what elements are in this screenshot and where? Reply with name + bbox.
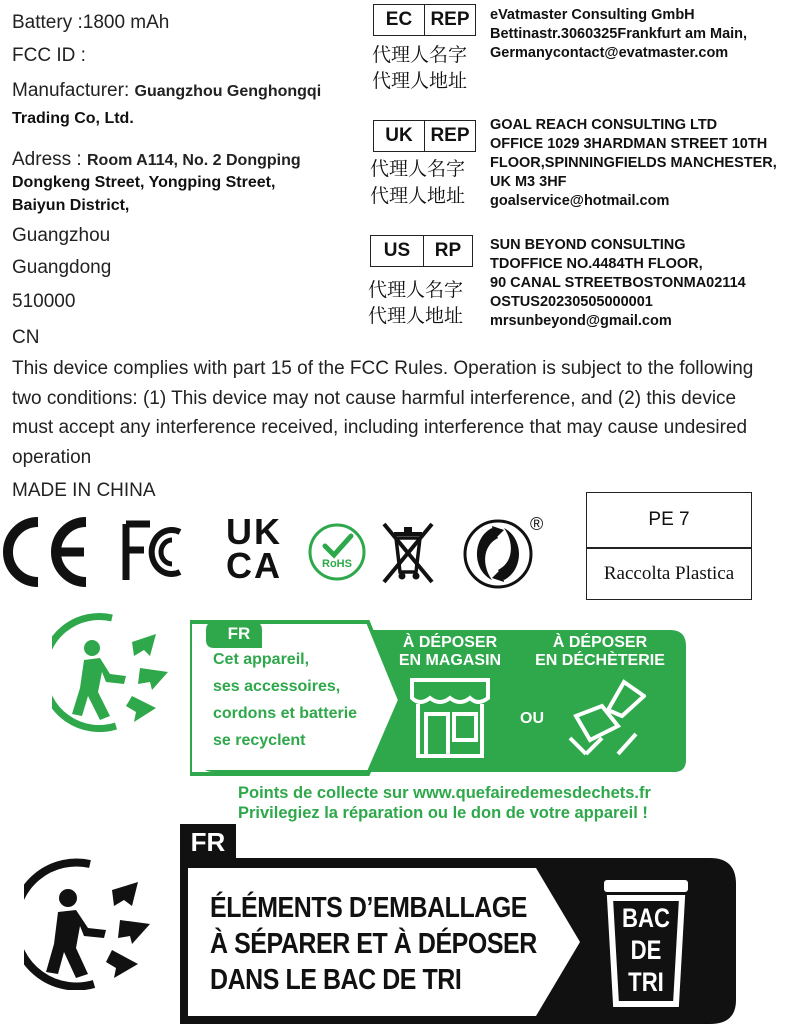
us-rep-badge xyxy=(370,235,473,267)
green-line-4: se recyclent xyxy=(213,732,306,749)
rohs-icon xyxy=(307,522,367,582)
ec-rep-line: Germanycontact@evatmaster.com xyxy=(490,45,729,61)
ukca-mark-icon xyxy=(226,511,290,586)
us-rep-line: 90 CANAL STREETBOSTONMA02114 xyxy=(490,275,746,291)
manufacturer-name-2: Trading Co, Ltd. xyxy=(12,110,134,127)
agent-address-label: 代理人地址 xyxy=(370,185,466,207)
green-footer-1: Points de collecte sur www.quefairedemesdechets.fr xyxy=(238,784,651,802)
us-rep-line: OSTUS20230505000001 xyxy=(490,294,653,310)
us-rep-line: TDOFFICE NO.4484TH FLOOR, xyxy=(490,256,703,272)
ce-mark-icon xyxy=(0,516,95,588)
uk-rep-line: GOAL REACH CONSULTING LTD xyxy=(490,117,718,133)
crossed-bin-icon xyxy=(380,520,436,586)
store-title-2: EN MAGASIN xyxy=(398,652,502,669)
address-2: Dongkeng Street, Yongping Street, xyxy=(12,174,276,191)
triman-black-icon xyxy=(24,858,164,990)
uk-rep-line: FLOOR,SPINNINGFIELDS MANCHESTER, xyxy=(490,155,777,171)
agent-name-label: 代理人名字 xyxy=(372,44,468,66)
agent-name-label: 代理人名字 xyxy=(370,158,466,180)
pack-line-3: DANS LE BAC DE TRI xyxy=(210,964,462,996)
agent-address-label: 代理人地址 xyxy=(372,70,468,92)
address-label: Adress : xyxy=(12,149,87,170)
store-icon xyxy=(408,676,492,760)
ec-rep-badge xyxy=(373,4,476,36)
city-text: Guangzhou xyxy=(12,225,111,246)
uk-rep-badge xyxy=(373,120,476,152)
bin-text-3: TRI xyxy=(628,967,664,997)
ec-rep-line: eVatmaster Consulting GmbH xyxy=(490,7,695,23)
triman-green-icon xyxy=(52,612,180,732)
address-3: Baiyun District, xyxy=(12,197,130,214)
plastic-label-box xyxy=(586,492,752,600)
manufacturer-label: Manufacturer: xyxy=(12,80,135,101)
store-title-1: À DÉPOSER xyxy=(402,634,498,651)
dump-title-2: EN DÉCHÈTERIE xyxy=(535,652,665,669)
us-rep-line: mrsunbeyond@gmail.com xyxy=(490,313,672,329)
plastic-code: PE 7 xyxy=(648,509,690,530)
manufacturer-line xyxy=(12,80,321,102)
fcc-id-text: FCC ID : xyxy=(12,45,86,66)
battery-text: Battery :1800 mAh xyxy=(12,12,170,33)
province-text: Guangdong xyxy=(12,257,112,278)
fr-badge-text: FR xyxy=(227,624,251,643)
green-line-2: ses accessoires, xyxy=(213,678,341,695)
pack-line-2: À SÉPARER ET À DÉPOSER xyxy=(210,928,537,960)
fcc-mark-icon xyxy=(122,520,194,584)
agent-name-label: 代理人名字 xyxy=(368,279,464,301)
green-footer-2: Privilegiez la réparation ou le don de votre appareil ! xyxy=(238,804,648,822)
address-line xyxy=(12,149,301,171)
ukca-text-2: CA xyxy=(226,545,282,586)
made-in-china: MADE IN CHINA xyxy=(12,480,156,501)
us-code: US xyxy=(383,240,411,261)
rp-code: RP xyxy=(423,236,472,266)
postcode-text: 510000 xyxy=(12,291,76,312)
triman-green-panel xyxy=(190,620,690,776)
fr-badge-text: FR xyxy=(190,827,226,857)
pack-line-1: ÉLÉMENTS D’EMBALLAGE xyxy=(210,892,528,924)
us-rep-line: SUN BEYOND CONSULTING xyxy=(490,237,686,253)
uk-rep-line: goalservice@hotmail.com xyxy=(490,193,670,209)
triman-black-panel xyxy=(180,824,740,1024)
uk-rep-line: UK M3 3HF xyxy=(490,174,567,190)
green-dot-icon xyxy=(462,518,534,590)
bin-text-1: BAC xyxy=(622,903,670,933)
manufacturer-name-1: Guangzhou Genghongqi xyxy=(134,83,322,100)
plastic-label: Raccolta Plastica xyxy=(603,563,735,584)
uk-code: UK xyxy=(385,125,413,146)
green-line-3: cordons et batterie xyxy=(213,705,358,722)
green-line-1: Cet appareil, xyxy=(213,651,310,668)
rohs-text: RoHS xyxy=(322,558,352,570)
ec-code: EC xyxy=(385,9,413,30)
dump-icon xyxy=(562,676,646,760)
agent-address-label: 代理人地址 xyxy=(368,305,464,327)
uk-rep-line: OFFICE 1029 3HARDMAN STREET 10TH xyxy=(490,136,768,152)
ukca-text-1: UK xyxy=(226,511,282,552)
country-text: CN xyxy=(12,327,40,348)
or-text: OU xyxy=(520,710,544,727)
rep-code: REP xyxy=(424,5,475,35)
registered-mark: ® xyxy=(530,514,544,534)
ec-rep-line: Bettinastr.3060325Frankfurt am Main, xyxy=(490,26,748,42)
fcc-statement: This device complies with part 15 of the FCC Rules. Operation is subject to the following two conditions: (1) This device may not cause harmful interference, and (2) this device must accept any interference received, including interference that may cause undesired operation xyxy=(12,358,754,468)
sorting-bin-icon xyxy=(600,876,692,1012)
address-1: Room A114, No. 2 Dongping xyxy=(86,152,301,169)
rep-code: REP xyxy=(424,121,475,151)
dump-title-1: À DÉPOSER xyxy=(552,634,648,651)
bin-text-2: DE xyxy=(630,935,662,965)
